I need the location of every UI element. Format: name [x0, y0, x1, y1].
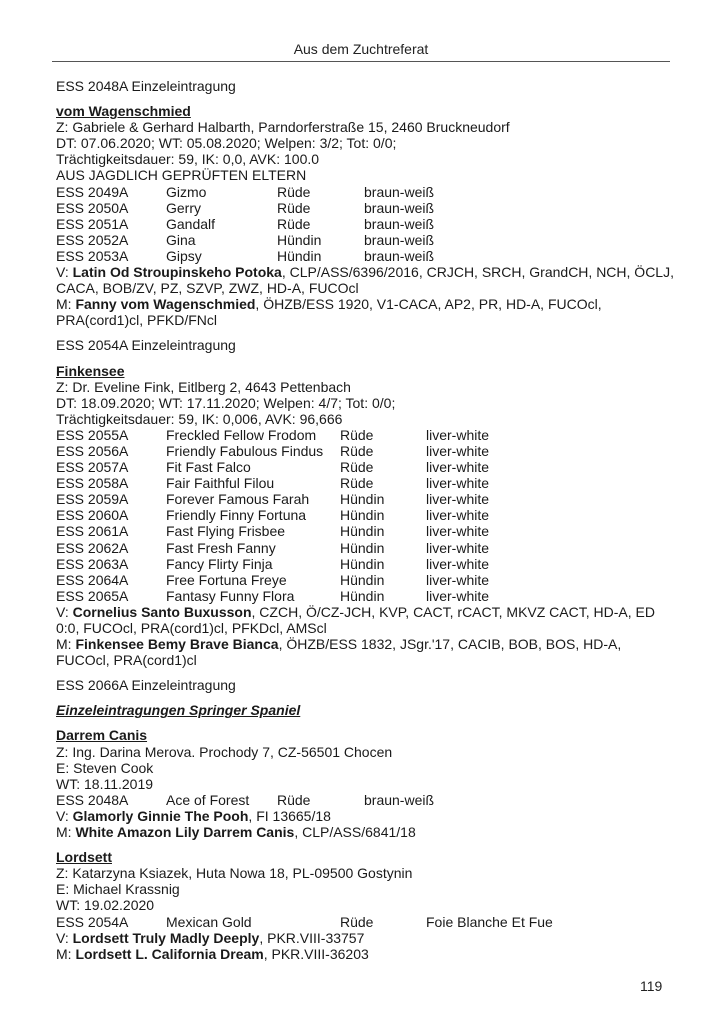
puppy-id: ESS 2057A: [56, 459, 129, 476]
puppy-name: Fast Fresh Fanny: [166, 539, 276, 556]
date-line: WT: 19.02.2020: [56, 897, 155, 914]
sire-line: [56, 604, 676, 636]
entry-heading: ESS 2066A Einzeleintragung: [56, 677, 236, 694]
breeder-line: Z: Dr. Eveline Fink, Eitlberg 2, 4643 Pettenbach: [56, 378, 351, 395]
sire-line: [56, 930, 676, 946]
puppy-color: liver-white: [426, 426, 490, 443]
puppy-sex: Rüde: [340, 426, 374, 443]
puppy-id: ESS 2052A: [56, 231, 129, 248]
puppy-sex: Hündin: [340, 571, 385, 588]
sire-details: , FI 13665/18: [248, 807, 331, 824]
dam-prefix: M:: [56, 636, 76, 653]
breeder-line: Z: Gabriele & Gerhard Halbarth, Parndorferstraße 15, 2460 Bruckneudorf: [56, 119, 510, 136]
dam-details: , PKR.VIII-36203: [263, 945, 369, 962]
dam-name: Fanny vom Wagenschmied: [75, 296, 256, 313]
puppy-id: ESS 2064A: [56, 571, 129, 588]
page-number: 119: [640, 978, 663, 994]
puppy-row: [56, 507, 676, 523]
puppy-id: ESS 2055A: [56, 426, 129, 443]
puppy-id: ESS 2059A: [56, 491, 129, 508]
puppy-name: Gipsy: [166, 247, 202, 264]
stats-line: Trächtigkeitsdauer: 59, IK: 0,006, AVK: 96,666: [56, 410, 343, 427]
dam-details: , CLP/ASS/6841/18: [294, 824, 416, 841]
puppy-color: liver-white: [426, 475, 490, 492]
dog-color: Foie Blanche Et Fue: [426, 913, 553, 930]
puppy-color: braun-weiß: [364, 215, 435, 232]
puppy-sex: Rüde: [340, 442, 374, 459]
puppy-name: Freckled Fellow Frodom: [166, 426, 317, 443]
puppy-sex: Hündin: [340, 507, 385, 524]
kennel-name: Lordsett: [56, 849, 112, 866]
dam-name: Finkensee Bemy Brave Bianca: [75, 636, 279, 653]
puppy-id: ESS 2060A: [56, 507, 129, 524]
puppy-row: [56, 523, 676, 539]
puppy-row: [56, 216, 676, 232]
puppy-color: liver-white: [426, 571, 490, 588]
puppy-id: ESS 2056A: [56, 442, 129, 459]
puppy-color: braun-weiß: [364, 199, 435, 216]
puppy-name: Gerry: [166, 199, 201, 216]
sire-name: Cornelius Santo Buxusson: [72, 603, 252, 620]
sire-prefix: V:: [56, 603, 73, 620]
dog-id: ESS 2048A: [56, 791, 129, 808]
puppy-name: Fast Flying Frisbee: [166, 523, 286, 540]
puppy-name: Fair Faithful Filou: [166, 475, 275, 492]
puppy-sex: Rüde: [277, 215, 311, 232]
dam-details: , ÖHZB/ESS 1832, JSgr.'17, CACIB, BOB, BOS, HD-A, FUCOcl, PRA(cord1)cl: [56, 636, 622, 669]
dog-color: braun-weiß: [364, 791, 435, 808]
puppy-color: liver-white: [426, 539, 490, 556]
puppy-id: ESS 2061A: [56, 523, 129, 540]
entry-heading: ESS 2054A Einzeleintragung: [56, 337, 236, 354]
puppy-sex: Hündin: [340, 555, 385, 572]
puppy-name: Gina: [166, 231, 196, 248]
puppy-color: braun-weiß: [364, 183, 435, 200]
dam-details: , ÖHZB/ESS 1920, V1-CACA, AP2, PR, HD-A, FUCOcl, PRA(cord1)cl, PFKD/FNcl: [56, 296, 602, 329]
sire-details: , PKR.VIII-33757: [259, 929, 365, 946]
sire-name: Lordsett Truly Madly Deeply: [72, 929, 260, 946]
puppy-row: [56, 572, 676, 588]
dog-name: Mexican Gold: [166, 913, 252, 930]
sire-name: Glamorly Ginnie The Pooh: [72, 807, 249, 824]
header-rule: [52, 61, 670, 62]
dam-prefix: M:: [56, 945, 76, 962]
dam-line: [56, 824, 676, 840]
puppy-id: ESS 2063A: [56, 555, 129, 572]
puppy-row: [56, 475, 676, 491]
sire-prefix: V:: [56, 264, 73, 281]
dog-id: ESS 2054A: [56, 913, 129, 930]
puppy-color: liver-white: [426, 587, 490, 604]
sire-line: [56, 264, 676, 296]
puppy-id: ESS 2058A: [56, 475, 129, 492]
puppy-id: ESS 2062A: [56, 539, 129, 556]
puppy-row: [56, 200, 676, 216]
dog-sex: Rüde: [277, 791, 311, 808]
puppy-sex: Hündin: [340, 539, 385, 556]
puppy-color: liver-white: [426, 507, 490, 524]
dates-line: DT: 07.06.2020; WT: 05.08.2020; Welpen: 3/2; Tot: 0/0;: [56, 135, 397, 152]
puppy-color: liver-white: [426, 555, 490, 572]
entry-heading: ESS 2048A Einzeleintragung: [56, 78, 236, 94]
date-line: WT: 18.11.2019: [56, 775, 154, 792]
puppy-sex: Rüde: [340, 459, 374, 476]
litter-vom-wagenschmied: [56, 103, 676, 328]
dam-prefix: M:: [56, 824, 76, 841]
stats-line: Trächtigkeitsdauer: 59, IK: 0,0, AVK: 100.0: [56, 151, 320, 168]
dam-line: [56, 636, 676, 668]
sire-details: , CLP/ASS/6396/2016, CRJCH, SRCH, GrandCH, NCH, ÖCLJ, CACA, BOB/ZV, PZ, SZVP, ZWZ, HD-A, FUCOcl: [56, 264, 674, 297]
puppy-name: Fit Fast Falco: [166, 459, 251, 476]
puppy-row: [56, 248, 676, 264]
puppy-sex: Hündin: [277, 231, 322, 248]
puppy-name: Forever Famous Farah: [166, 491, 310, 508]
dam-name: Lordsett L. California Dream: [75, 945, 264, 962]
puppy-color: liver-white: [426, 523, 490, 540]
puppy-list: [56, 184, 676, 264]
puppy-row: [56, 427, 676, 443]
litter-finkensee: [56, 363, 676, 669]
puppy-sex: Hündin: [277, 247, 322, 264]
puppy-color: liver-white: [426, 442, 490, 459]
puppy-sex: Rüde: [277, 199, 311, 216]
sire-details: , CZCH, Ö/CZ-JCH, KVP, CACT, rCACT, MKVZ CACT, HD-A, ED 0:0, FUCOcl, PRA(cord1)cl, PFKDcl, AMScl: [56, 603, 655, 636]
entry-darrem-canis: [56, 727, 676, 840]
sire-line: [56, 808, 676, 824]
puppy-row: [56, 556, 676, 572]
puppy-row: [56, 491, 676, 507]
puppy-id: ESS 2065A: [56, 587, 129, 604]
dates-line: DT: 18.09.2020; WT: 17.11.2020; Welpen: 4/7; Tot: 0/0;: [56, 394, 396, 411]
dam-line: [56, 296, 676, 328]
puppy-id: ESS 2049A: [56, 183, 129, 200]
puppy-row: [56, 459, 676, 475]
puppy-name: Free Fortuna Freye: [166, 571, 287, 588]
puppy-id: ESS 2051A: [56, 215, 129, 232]
dog-row: [56, 792, 676, 808]
dog-sex: Rüde: [340, 913, 374, 930]
puppy-row: [56, 232, 676, 248]
kennel-name: vom Wagenschmied: [56, 103, 191, 120]
puppy-sex: Hündin: [340, 587, 385, 604]
puppy-id: ESS 2050A: [56, 199, 129, 216]
sire-prefix: V:: [56, 929, 73, 946]
kennel-name: Finkensee: [56, 362, 125, 379]
puppy-name: Fancy Flirty Finja: [166, 555, 273, 572]
dog-name: Ace of Forest: [166, 791, 250, 808]
puppy-sex: Hündin: [340, 491, 385, 508]
dam-prefix: M:: [56, 296, 76, 313]
puppy-sex: Rüde: [277, 183, 311, 200]
owner-line: E: Steven Cook: [56, 759, 154, 776]
page-header-title: Aus dem Zuchtreferat: [293, 41, 429, 57]
kennel-name: Darrem Canis: [56, 727, 148, 744]
puppy-sex: Rüde: [340, 475, 374, 492]
puppy-list: [56, 427, 676, 604]
puppy-id: ESS 2053A: [56, 247, 129, 264]
puppy-name: Gizmo: [166, 183, 207, 200]
puppy-name: Friendly Finny Fortuna: [166, 507, 307, 524]
section-title: Einzeleintragungen Springer Spaniel: [56, 702, 301, 719]
sire-name: Latin Od Stroupinskeho Potoka: [72, 264, 282, 281]
dam-name: White Amazon Lily Darrem Canis: [75, 824, 295, 841]
entry-lordsett: [56, 849, 676, 962]
note-line: AUS JAGDLICH GEPRÜFTEN ELTERN: [56, 167, 307, 184]
puppy-name: Friendly Fabulous Findus: [166, 442, 324, 459]
page-content: [56, 78, 676, 962]
puppy-color: liver-white: [426, 459, 490, 476]
owner-line: E: Michael Krassnig: [56, 881, 180, 898]
puppy-name: Fantasy Funny Flora: [166, 587, 295, 604]
dam-line: [56, 946, 676, 962]
puppy-name: Gandalf: [166, 215, 216, 232]
puppy-color: braun-weiß: [364, 247, 435, 264]
puppy-row: [56, 443, 676, 459]
puppy-sex: Hündin: [340, 523, 385, 540]
dog-row: [56, 914, 676, 930]
puppy-row: [56, 588, 676, 604]
puppy-color: liver-white: [426, 491, 490, 508]
puppy-row: [56, 540, 676, 556]
puppy-row: [56, 184, 676, 200]
breeder-line: Z: Katarzyna Ksiazek, Huta Nowa 18, PL-09500 Gostynin: [56, 865, 413, 882]
sire-prefix: V:: [56, 807, 73, 824]
breeder-line: Z: Ing. Darina Merova. Prochody 7, CZ-56501 Chocen: [56, 743, 393, 760]
puppy-color: braun-weiß: [364, 231, 435, 248]
